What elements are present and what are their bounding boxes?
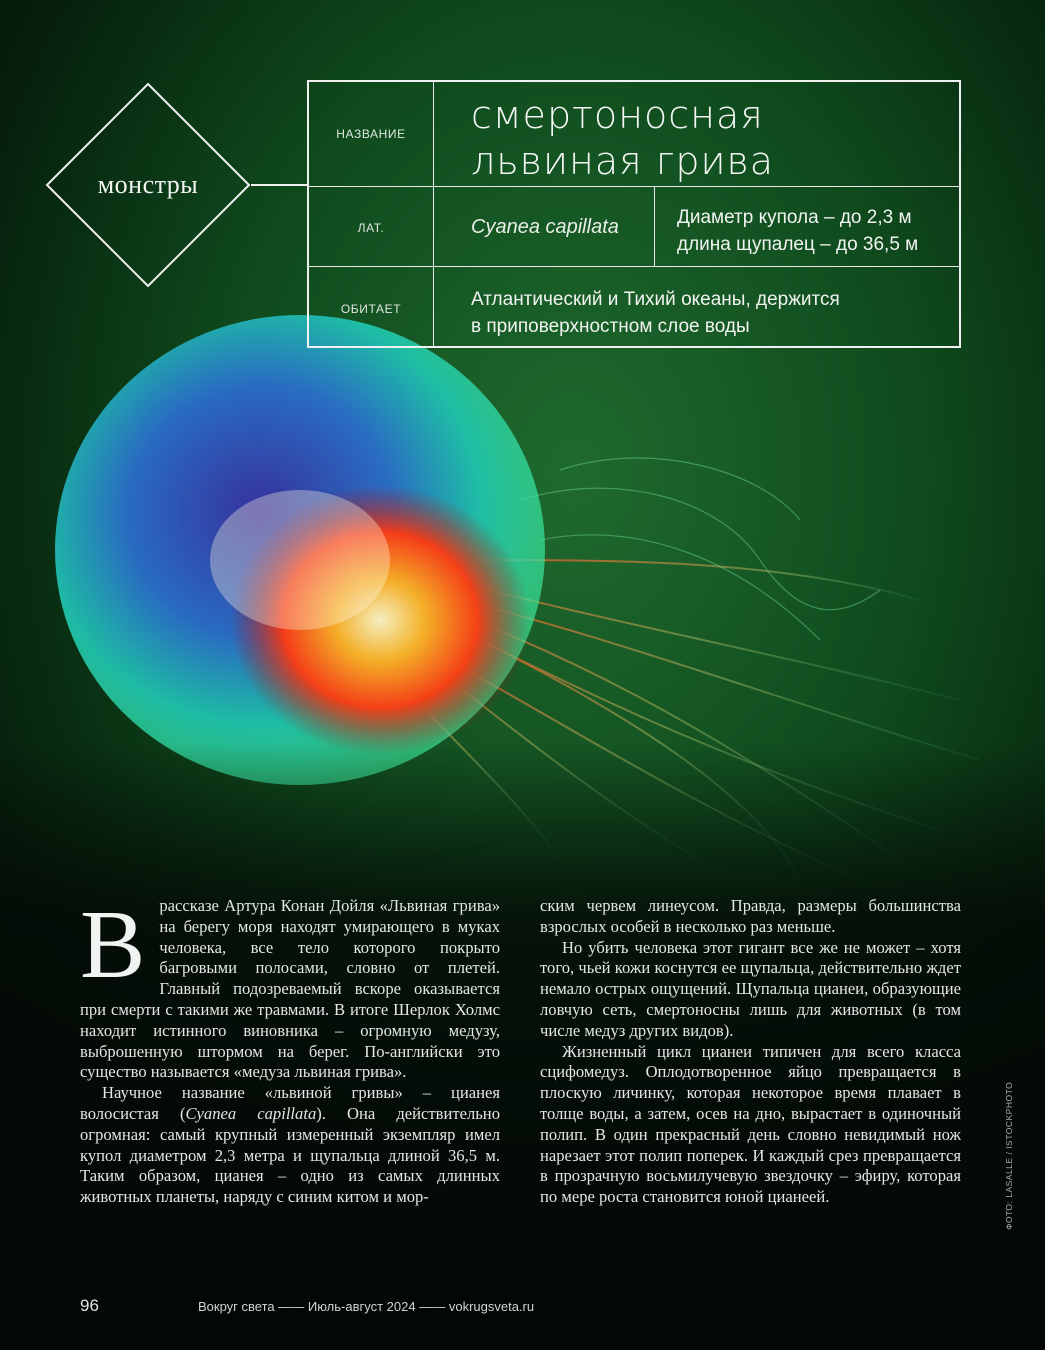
dimensions <box>677 204 918 258</box>
habitat-line: в приповерхностном слое воды <box>471 316 750 337</box>
dimensions-line: Диаметр купола – до 2,3 м <box>677 207 912 228</box>
section-label: монстры <box>97 170 199 199</box>
table-divider <box>433 82 434 346</box>
article-column-1 <box>80 891 500 1208</box>
table-divider <box>309 266 959 267</box>
habitat-label: ОБИТАЕТ <box>340 302 402 316</box>
dimensions-line: длина щупалец – до 36,5 м <box>677 234 919 255</box>
magazine-name: Вокруг света <box>198 1299 275 1314</box>
section-tag <box>45 82 251 288</box>
article-paragraph: Научное название «львиной гривы» – цианея волосистая (Cyanea capillata). Она действительно огромная: самый крупный измеренный экземпляр имел купол диаметром 2,3 метра и щупальца длиной 36,5 м. Таким образом, цианея – одно из самых длинных животных планеты, наряду с синим китом и мор- <box>80 1083 500 1207</box>
footer-dash: —— <box>419 1299 446 1314</box>
species-title <box>471 92 774 184</box>
website-link[interactable]: vokrugsveta.ru <box>448 1299 535 1314</box>
article-paragraph: Врассказе Артура Конан Дойля «Львиная грива» на берегу моря находят умирающего в муках человека, все тело которого покрыто багровыми полосами, словно от плетей. Главный подозреваемый вскоре оказывается при смерти с такими же травмами. В итоге Шерлок Холмс находит истинного виновника – огромную медузу, выброшенную штормом на берег. По-английски это существо называется «медуза львиная грива». <box>80 891 500 1082</box>
table-divider <box>309 186 959 187</box>
table-divider <box>654 186 655 266</box>
article-paragraph: Жизненный цикл цианеи типичен для всего класса сцифомедуз. Оплодотворенное яйцо превращается в плоскую личинку, которая некоторое время плавает в толще воды, а затем, осев на дно, вырастает в одиночный полип. В один прекрасный день словно невидимый нож нарезает этот полип поперек. И каждый срез превращается в прозрачную восьмилучевую звездочку – эфиру, которая по мере роста становится юной цианеей. <box>540 1041 961 1207</box>
species-title-line: львиная грива <box>471 139 775 183</box>
footer-dash: —— <box>278 1299 305 1314</box>
page-footer <box>80 1296 680 1316</box>
name-label: НАЗВАНИЕ <box>336 127 406 141</box>
info-table <box>307 80 961 348</box>
article-paragraph: ским червем линеусом. Правда, размеры большинства взрослых особей в несколько раз меньше. <box>540 896 961 936</box>
species-title-line: смертоносная <box>471 93 764 137</box>
habitat-line: Атлантический и Тихий океаны, держится <box>471 289 840 310</box>
page-number: 96 <box>80 1296 99 1315</box>
latin-name: Cyanea capillata <box>471 216 619 238</box>
latin-name-inline: Cyanea capillata <box>185 1103 317 1123</box>
issue-date: Июль-август 2024 <box>307 1299 416 1314</box>
connector-line <box>251 184 308 186</box>
article-column-2 <box>540 896 961 1208</box>
photo-credit: ФОТО: LASALLE / ISTOCKPHOTO <box>1004 1081 1014 1230</box>
latin-label: ЛАТ. <box>357 221 385 235</box>
drop-cap: В <box>80 891 146 999</box>
habitat-text <box>471 286 840 340</box>
article-paragraph: Но убить человека этот гигант все же не может – хотя того, чьей кожи коснутся ее щупальца, действительно ждет немало острых ощущений. Щупальца цианеи, образующие ловчую сеть, смертоносны лишь для животных (в том числе медуз других видов). <box>540 937 961 1040</box>
